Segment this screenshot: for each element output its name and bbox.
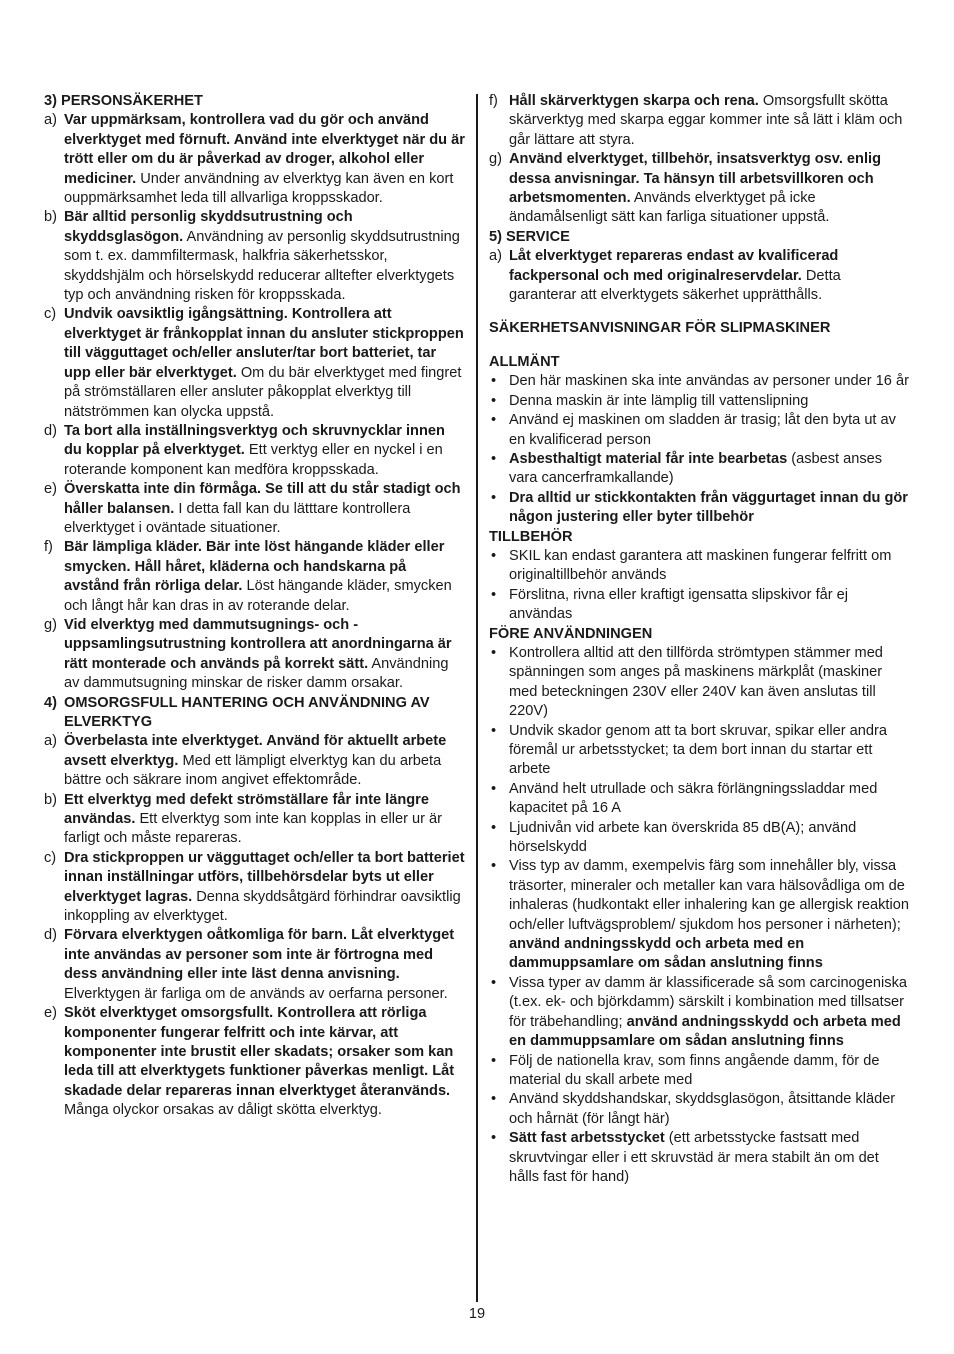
item-text [64,208,465,305]
bullet-text [509,392,909,411]
bullet-icon: • [491,644,497,661]
item-text [64,849,465,927]
bullet-icon: • [491,489,497,506]
list-item [489,247,909,305]
bullet-item [489,722,909,780]
bullet-item [489,489,909,528]
item-body-text: Denna skyddsåtgärd förhindrar oavsiktlig inkoppling av elverktyget. [64,888,461,925]
bullet-body-text: SKIL kan endast garantera att maskinen fungerar felfritt om originaltillbehör används [509,547,892,584]
item-bold-text: Håll skärverktygen skarpa och rena. [509,93,759,109]
item-body-text: Detta garanterar att elverktygets säkerhet upprätthålls. [509,267,841,304]
heading-before-use: FÖRE ANVÄNDNINGEN [489,625,653,642]
bullet-text [509,411,909,450]
bullet-body-text: Kontrollera alltid att den tillförda strömtypen stämmer med spänningen som anges på maskinens märkplåt (maskiner med beteckningen 230V eller 240V kan även anslutas till 220V) [509,644,883,720]
bullet-body-text: Följ de nationella krav, som finns angående damm, för de material du skall arbete med [509,1052,880,1088]
bullet-item [489,857,909,973]
item-bold-text: Dra stickproppen ur vägguttaget och/eller ta bort batteriet innan inställningar utförs, tillbehörsdelar byts ut eller elverktyget lagras. [64,849,465,905]
item-letter: b) [44,209,57,226]
bullet-icon: • [491,412,497,429]
bullet-body-text: Använd skyddshandskar, skyddsglasögon, åtsittande kläder och hårnät (för långt här) [509,1091,896,1127]
section-heading-careful-handling [44,694,465,733]
bullet-body-text: Använd ej maskinen om sladden är trasig; låt den byta ut av en kvalificerad person [509,412,896,448]
bullet-item [489,644,909,722]
bullet-text [509,547,909,586]
list-item [44,791,465,849]
bullet-item [489,1052,909,1091]
item-body-text: Löst hängande kläder, smycken och långt hår kan dras in av roterande delar. [64,578,452,614]
item-text [64,305,465,421]
bullet-text [509,450,909,489]
careful-handling-list-continued [489,92,909,228]
item-text [64,422,465,480]
bullet-icon: • [491,450,497,467]
heading-accessories: TILLBEHÖR [489,528,573,545]
item-letter: e) [44,1005,57,1022]
list-item [44,616,465,694]
bullet-item [489,450,909,489]
bullet-bold-text: Dra alltid ur stickkontakten från väggurtaget innan du gör någon justering eller byter tillbehör [509,489,908,526]
item-text [64,616,465,694]
bullet-icon: • [491,373,497,390]
bullet-icon: • [491,1091,497,1108]
item-text [64,111,465,208]
item-body-text: Många olyckor orsakas av dåligt skötta elverktyg. [64,1102,382,1119]
general-list [489,372,909,527]
list-item [489,92,909,150]
item-body-text: Användning av dammutsugning minskar de risker damm orsakar. [64,655,449,692]
list-item [489,150,909,228]
bullet-item [489,372,909,391]
list-item [44,208,465,305]
bullet-body-text: Denna maskin är inte lämplig till vattenslipning [509,392,809,409]
item-bold-text: Förvara elverktygen oåtkomliga för barn. Låt elverktyget inte användas av personer som inte är förtrogna med dess användning eller inte läst denna anvisning. [64,927,455,983]
item-letter: f) [489,93,498,109]
bullet-bold-text: använd andningsskydd och arbeta med en dammuppsamlare om sådan anslutning finns [509,936,823,972]
bullet-text [509,1052,909,1091]
column-divider [476,94,478,1302]
list-item [44,849,465,927]
item-body-text: Med ett lämpligt elverktyg kan du arbeta bättre och säkrare inom angivet effektområde. [64,752,442,789]
bullet-item [489,411,909,450]
item-bold-text: Använd elverktyget, tillbehör, insatsverktyg osv. enlig dessa anvisningar. Ta hänsyn till arbetsvillkoren och arbetsmomenten. [509,151,881,207]
item-body-text: Ett elverktyg som inte kan kopplas in eller ur är farligt och måste repareras. [64,811,442,847]
item-letter: c) [44,849,57,866]
item-text [64,926,465,1004]
bullet-body-text: Ljudnivån vid arbete kan överskrida 85 dB(A); använd hörselskydd [509,819,857,856]
careful-handling-list [44,732,465,1120]
item-text [64,791,465,849]
bullet-text [509,1090,909,1129]
item-bold-text: Undvik oavsiktlig igångsättning. Kontrollera att elverktyget är frånkopplat innan du ansluter stickproppen till vägguttaget och/eller ansluter/tar bort batteriet, tar upp eller bär elverktyget. [64,306,464,381]
item-letter: a) [44,733,57,750]
heading-general: ALLMÄNT [489,353,560,370]
bullet-body-text: Vissa typer av damm är klassificerade så som carcinogeniska (t.ex. ek- och björkdamm) särskilt i kombination med tillsatser för träbehandling; [509,974,907,1030]
item-body-text: Elverktygen är farliga om de används av oerfarna personer. [64,985,448,1002]
item-text [509,150,909,228]
page-number: 19 [468,1306,486,1322]
item-bold-text: Ett elverktyg med defekt strömställare får inte längre användas. [64,791,429,828]
bullet-icon: • [491,722,497,739]
item-bold-text: Bär alltid personlig skyddsutrustning och skyddsglasögon. [64,209,353,245]
item-text [509,247,909,305]
bullet-body-text: Undvik skador genom att ta bort skruvar, spikar eller andra föremål ur arbetsstycket; ta dem bort innan du startar ett arbete [509,722,887,778]
bullet-bold-text: Sätt fast arbetsstycket [509,1130,665,1147]
left-column [44,92,465,1121]
item-letter: g) [489,151,502,168]
item-letter: d) [44,927,57,944]
item-letter: f) [44,539,53,556]
section-title: OMSORGSFULL HANTERING OCH ANVÄNDNING AV ELVERKTYG [64,694,430,730]
bullet-icon: • [491,858,497,875]
item-letter: c) [44,306,57,323]
bullet-text [509,644,909,722]
before-use-list [489,644,909,1187]
bullet-body-text: Förslitna, rivna eller kraftigt igensatta slipskivor får ej användas [509,586,849,623]
item-text [64,538,465,616]
bullet-item [489,1129,909,1187]
item-text [64,480,465,538]
item-letter: a) [44,112,57,129]
bullet-item [489,586,909,625]
bullet-icon: • [491,819,497,836]
item-text [64,1004,465,1120]
item-letter: a) [489,248,502,265]
bullet-item [489,819,909,858]
item-letter: d) [44,422,57,439]
item-bold-text: Vid elverktyg med dammutsugnings- och -uppsamlingsutrustning kontrollera att anordningarna är rätt monterade och används på korrekt sätt. [64,616,452,672]
item-text [64,732,465,790]
list-item [44,732,465,790]
bullet-icon: • [491,974,497,991]
bullet-text [509,1129,909,1187]
section-heading-personal-safety: 3) PERSONSÄKERHET [44,93,203,109]
bullet-icon: • [491,1130,497,1147]
bullet-icon: • [491,780,497,797]
bullet-body-text: (asbest anses vara cancerframkallande) [509,450,883,487]
bullet-bold-text: använd andningsskydd och arbeta med en dammuppsamlare om sådan anslutning finns [509,1013,901,1050]
item-bold-text: Överskatta inte din förmåga. Se till att du står stadigt och håller balansen. [64,481,461,517]
section-heading-service: 5) SERVICE [489,228,570,245]
bullet-body-text: (ett arbetsstycke fastsatt med skruvtvingar eller i ett skruvstäd är mera stabilt än om det hålls fast för hand) [509,1130,879,1185]
item-text [509,92,909,150]
bullet-icon: • [491,392,497,409]
bullet-text [509,857,909,973]
bullet-icon: • [491,547,497,564]
list-item [44,480,465,538]
item-body-text: I detta fall kan du lätttare kontrollera elverktyget i oväntade situationer. [64,500,411,536]
list-item [44,422,465,480]
item-letter: b) [44,791,57,808]
bullet-text [509,780,909,819]
list-item [44,305,465,421]
bullet-text [509,586,909,625]
bullet-text [509,974,909,1052]
right-column [489,92,909,1187]
item-body-text: Under användning av elverktyg kan även en kort ouppmärksamhet leda till allvarliga kroppsskador. [64,170,454,207]
bullet-text [509,819,909,858]
service-list [489,247,909,305]
item-body-text: Ett verktyg eller en nyckel i en roterande komponent kan medföra kroppsskada. [64,442,443,478]
list-item [44,111,465,208]
item-letter: e) [44,481,57,498]
personal-safety-list [44,111,465,693]
section-number: 4) [44,694,57,711]
item-letter: g) [44,616,57,633]
item-bold-text: Sköt elverktyget omsorgsfullt. Kontrollera att rörliga komponenter fungerar felfritt och inte kärvar, att komponenter inte brustit eller skadats; orsaker som kan leda till att elverktygets funktioner påverkas menligt. Låt skadade delar repareras innan elverktyget återanvänds. [64,1005,455,1099]
bullet-text [509,489,909,528]
item-body-text: Användning av personlig skyddsutrustning som t. ex. dammfiltermask, halkfria säkerhetsskor, skyddshjälm och hörselskydd reducerar alltefter elverktygets typ och användning risken för kroppsskada. [64,228,460,304]
item-bold-text: Bär lämpliga kläder. Bär inte löst hängande kläder eller smycken. Håll håret, kläderna och handskarna på avstånd från rörliga delar. [64,539,445,595]
item-bold-text: Överbelasta inte elverktyget. Använd för aktuellt arbete avsett elverktyg. [64,733,447,769]
list-item [44,926,465,1004]
bullet-text [509,372,909,391]
item-bold-text: Var uppmärksam, kontrollera vad du gör och använd elverktyget med förnuft. Använd inte elverktyget när du är trött eller om du är påverkad av droger, alkohol eller mediciner. [64,112,465,187]
list-item [44,1004,465,1120]
bullet-item [489,1090,909,1129]
item-bold-text: Låt elverktyget repareras endast av kvalificerad fackpersonal och med originalreservdelar. [509,248,839,284]
bullet-body-text: Den här maskinen ska inte användas av personer under 16 år [509,373,909,390]
bullet-icon: • [491,586,497,603]
item-body-text: Används elverktyget på icke ändamålsenligt sätt kan farliga situationer uppstå. [509,190,830,226]
bullet-item [489,392,909,411]
bullet-body-text: Använd helt utrullade och säkra förlängningssladdar med kapacitet på 16 A [509,780,878,817]
heading-grinder-safety: SÄKERHETSANVISNINGAR FÖR SLIPMASKINER [489,320,831,337]
item-body-text: Omsorgsfullt skötta skärverktyg med skarpa eggar kommer inte så lätt i kläm och går lättare att styra. [509,93,903,148]
bullet-icon: • [491,1052,497,1069]
bullet-item [489,547,909,586]
item-bold-text: Ta bort alla inställningsverktyg och skruvnycklar innen du kopplar på elverktyget. [64,422,445,459]
item-body-text: Om du bär elverktyget med fingret på strömställaren eller ansluter påkopplat elverktyg till nätströmmen kan olycka uppstå. [64,364,462,420]
accessories-list [489,547,909,625]
bullet-text [509,722,909,780]
bullet-item [489,780,909,819]
bullet-item [489,974,909,1052]
bullet-bold-text: Asbesthaltigt material får inte bearbetas [509,450,788,467]
bullet-body-text: Viss typ av damm, exempelvis färg som innehåller bly, vissa träsorter, mineraler och metaller kan vara hälsovådliga om de inhaleras (hudkontakt eller inhalering kan ge allergisk reaktion och/eller luftvägsproblem/ sjukdom hos personer i närheten); [509,858,909,933]
list-item [44,538,465,616]
